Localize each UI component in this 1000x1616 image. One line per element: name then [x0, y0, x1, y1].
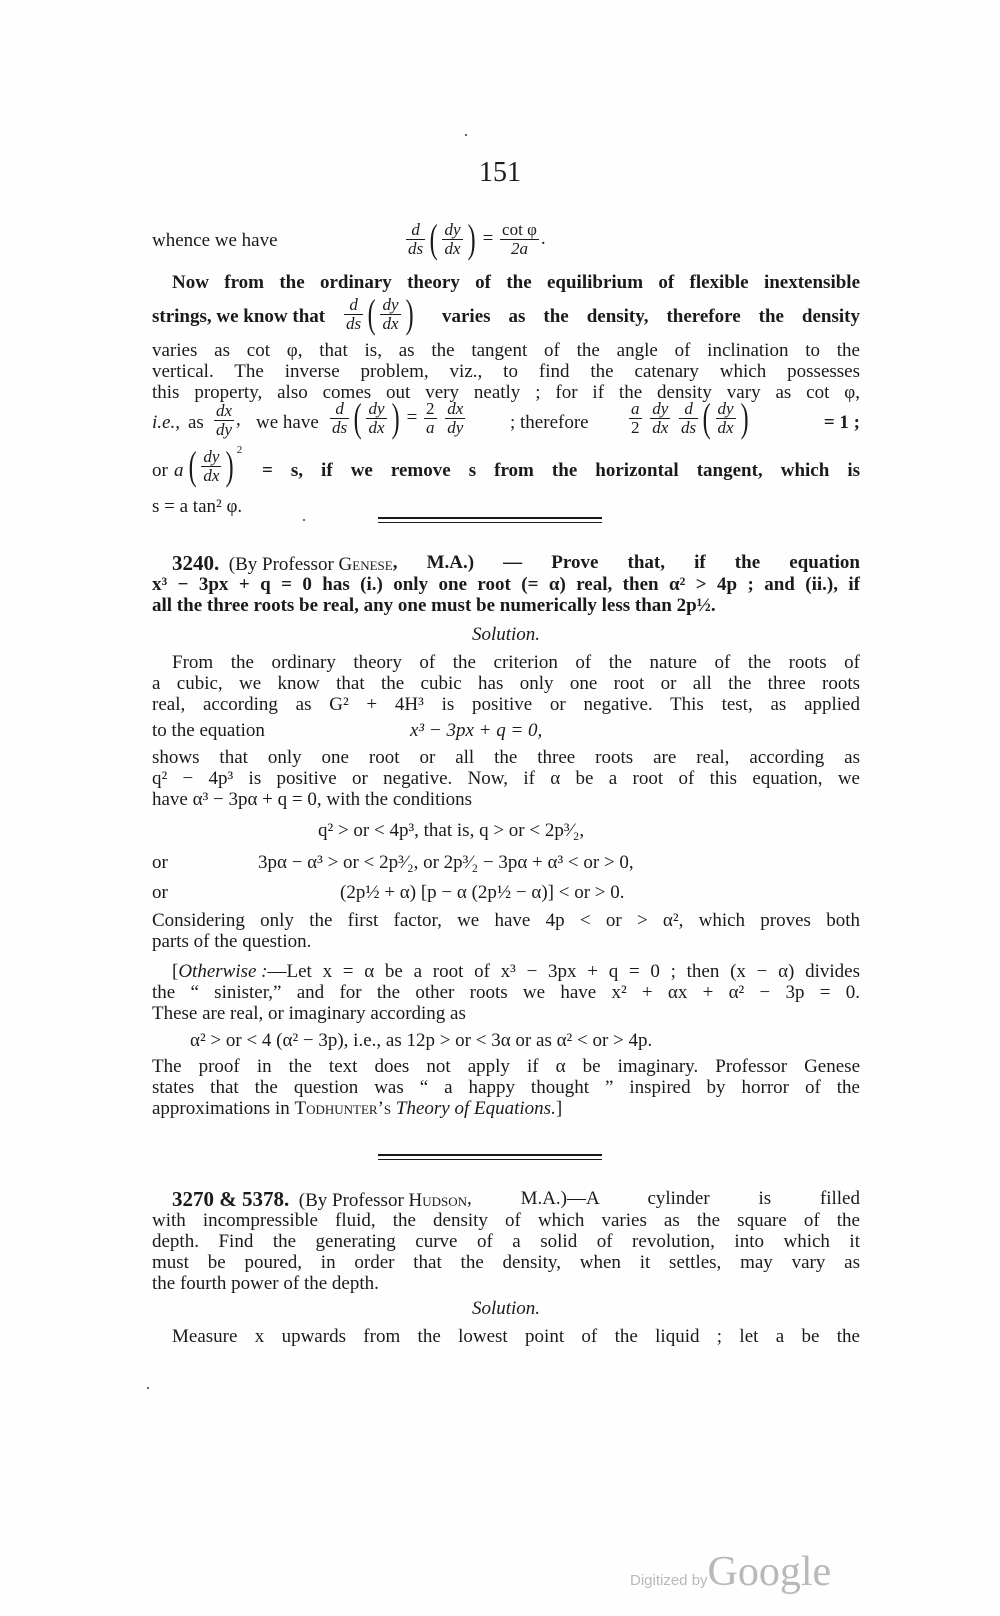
fraction-d-ds: $\frac{d}{ds}$	[408, 219, 424, 258]
text-line: must be poured, in order that the density, when it settles, may vary as	[152, 1252, 860, 1273]
text-line: The proof in the text does not apply if α be imaginary. Professor Genese	[152, 1056, 860, 1077]
problem-heading: 3270 & 5378. (By Professor Hudson , M.A.)—A cylinder is filled	[172, 1187, 860, 1211]
text-line: Now from the ordinary theory of the equilibrium of flexible inextensible	[172, 272, 860, 293]
text-line: the “ sinister,” and for the other roots we have x² + αx + α² − 3p = 0.	[152, 982, 860, 1003]
text-line: have α³ − 3pα + q = 0, with the conditions	[152, 789, 473, 810]
text-line: x³ − 3px + q = 0 has (i.) only one root (= α) real, then α² > 4p ; and (ii.), if	[152, 574, 860, 595]
problem-heading: 3240. (By Professor Genese , M.A.) — Prove that, if the equation	[172, 551, 860, 575]
text-line: Measure x upwards from the lowest point of the liquid ; let a be the	[172, 1326, 860, 1347]
text-line: varies as cot φ, that is, as the tangent of the angle of inclination to the	[152, 340, 860, 361]
fraction-dy-dx: $\frac{dy}{dx}$	[444, 219, 461, 258]
scan-speck	[465, 134, 467, 136]
text-line: a cubic, we know that the cubic has only one root or all the three roots	[152, 673, 860, 694]
fraction-cot-phi: $\frac{\text{cot φ}}{2a}$	[502, 219, 537, 258]
section-divider	[378, 1154, 602, 1156]
scan-speck	[147, 1387, 149, 1389]
solution-heading: Solution.	[471, 1298, 541, 1319]
section-divider	[378, 1159, 602, 1160]
text-line: states that the question was “ a happy thought ” inspired by horror of the	[152, 1077, 860, 1098]
math-condition: or (2p½ + α) [p − α (2p½ − α)] < or > 0.	[152, 882, 625, 903]
text-line: s = a tan² φ.	[152, 496, 243, 517]
text-line: q² − 4p³ is positive or negative. Now, if α be a root of this equation, we	[152, 768, 860, 789]
text-line: depth. Find the generating curve of a solid of revolution, into which it	[152, 1231, 860, 1252]
author-name: Genese	[338, 554, 393, 575]
text-line: to the equation x³ − 3px + q = 0,	[152, 720, 543, 741]
problem-number: 3270 & 5378.	[172, 1187, 290, 1211]
text-line: shows that only one root or all the three roots are real, according as	[152, 747, 860, 768]
text-line: the fourth power of the depth.	[152, 1273, 379, 1294]
scan-speck	[303, 519, 305, 521]
text-line: with incompressible fluid, the density of which varies as the square of the	[152, 1210, 860, 1231]
text-line: These are real, or imaginary according as	[152, 1003, 466, 1024]
math-condition: α² > or < 4 (α² − 3p), i.e., as 12p > or < 3α or as α² < or > 4p.	[190, 1030, 653, 1051]
digitized-by-google-watermark: Digitized byGoogle	[630, 1549, 832, 1595]
text-line: this property, also comes out very neatly ; for if the density vary as cot φ,	[152, 382, 860, 403]
math-condition: q² > or < 4p³, that is, q > or < 2p³⁄₂,	[318, 820, 585, 841]
text-line: Considering only the first factor, we have 4p < or > α², which proves both	[152, 910, 860, 931]
text-line: vertical. The inverse problem, viz., to find the catenary which possesses	[152, 361, 860, 382]
text-line: all the three roots be real, any one must be numerically less than 2p½.	[152, 595, 716, 616]
section-divider	[378, 517, 602, 519]
text-line: From the ordinary theory of the criterion of the nature of the roots of	[172, 652, 860, 673]
text-line: or a ( $\frac{dy}{dx}$ ) $^2$ = s, if we remove s from the horizontal tangent, which is	[152, 443, 860, 488]
problem-number: 3240.	[172, 551, 220, 575]
text-line: approximations in Todhunter’s Theory of Equations.]	[152, 1098, 563, 1119]
section-divider	[378, 522, 602, 523]
solution-heading: Solution.	[471, 624, 541, 645]
whence-label: whence we have	[152, 230, 278, 251]
text-line: i.e., as $\frac{dx}{dy}$ , we have $\frac{d}{ds}$ ( $\frac{dy}{dx}$ ) = $\frac{2}{a}$ $\frac{dx}{dy}$ ; therefore $\frac{a}{2}$ $\frac{dy}{dx}$ $\frac{d}{ds}$ ( $\frac{dy}{dx}$ ) = 1 ;	[152, 395, 860, 440]
author-name: Hudson	[408, 1190, 468, 1211]
text-line: [ Otherwise : —Let x = α be a root of x³ − 3px + q = 0 ; then (x − α) divides	[172, 961, 860, 982]
text-line: parts of the question.	[152, 931, 312, 952]
text-line: real, according as G² + 4H³ is positive or negative. This test, as applied	[152, 694, 860, 715]
math-condition: or 3pα − α³ > or < 2p³⁄₂, or 2p³⁄₂ − 3pα + α³ < or > 0,	[152, 852, 634, 873]
page-number: 151	[479, 157, 521, 188]
